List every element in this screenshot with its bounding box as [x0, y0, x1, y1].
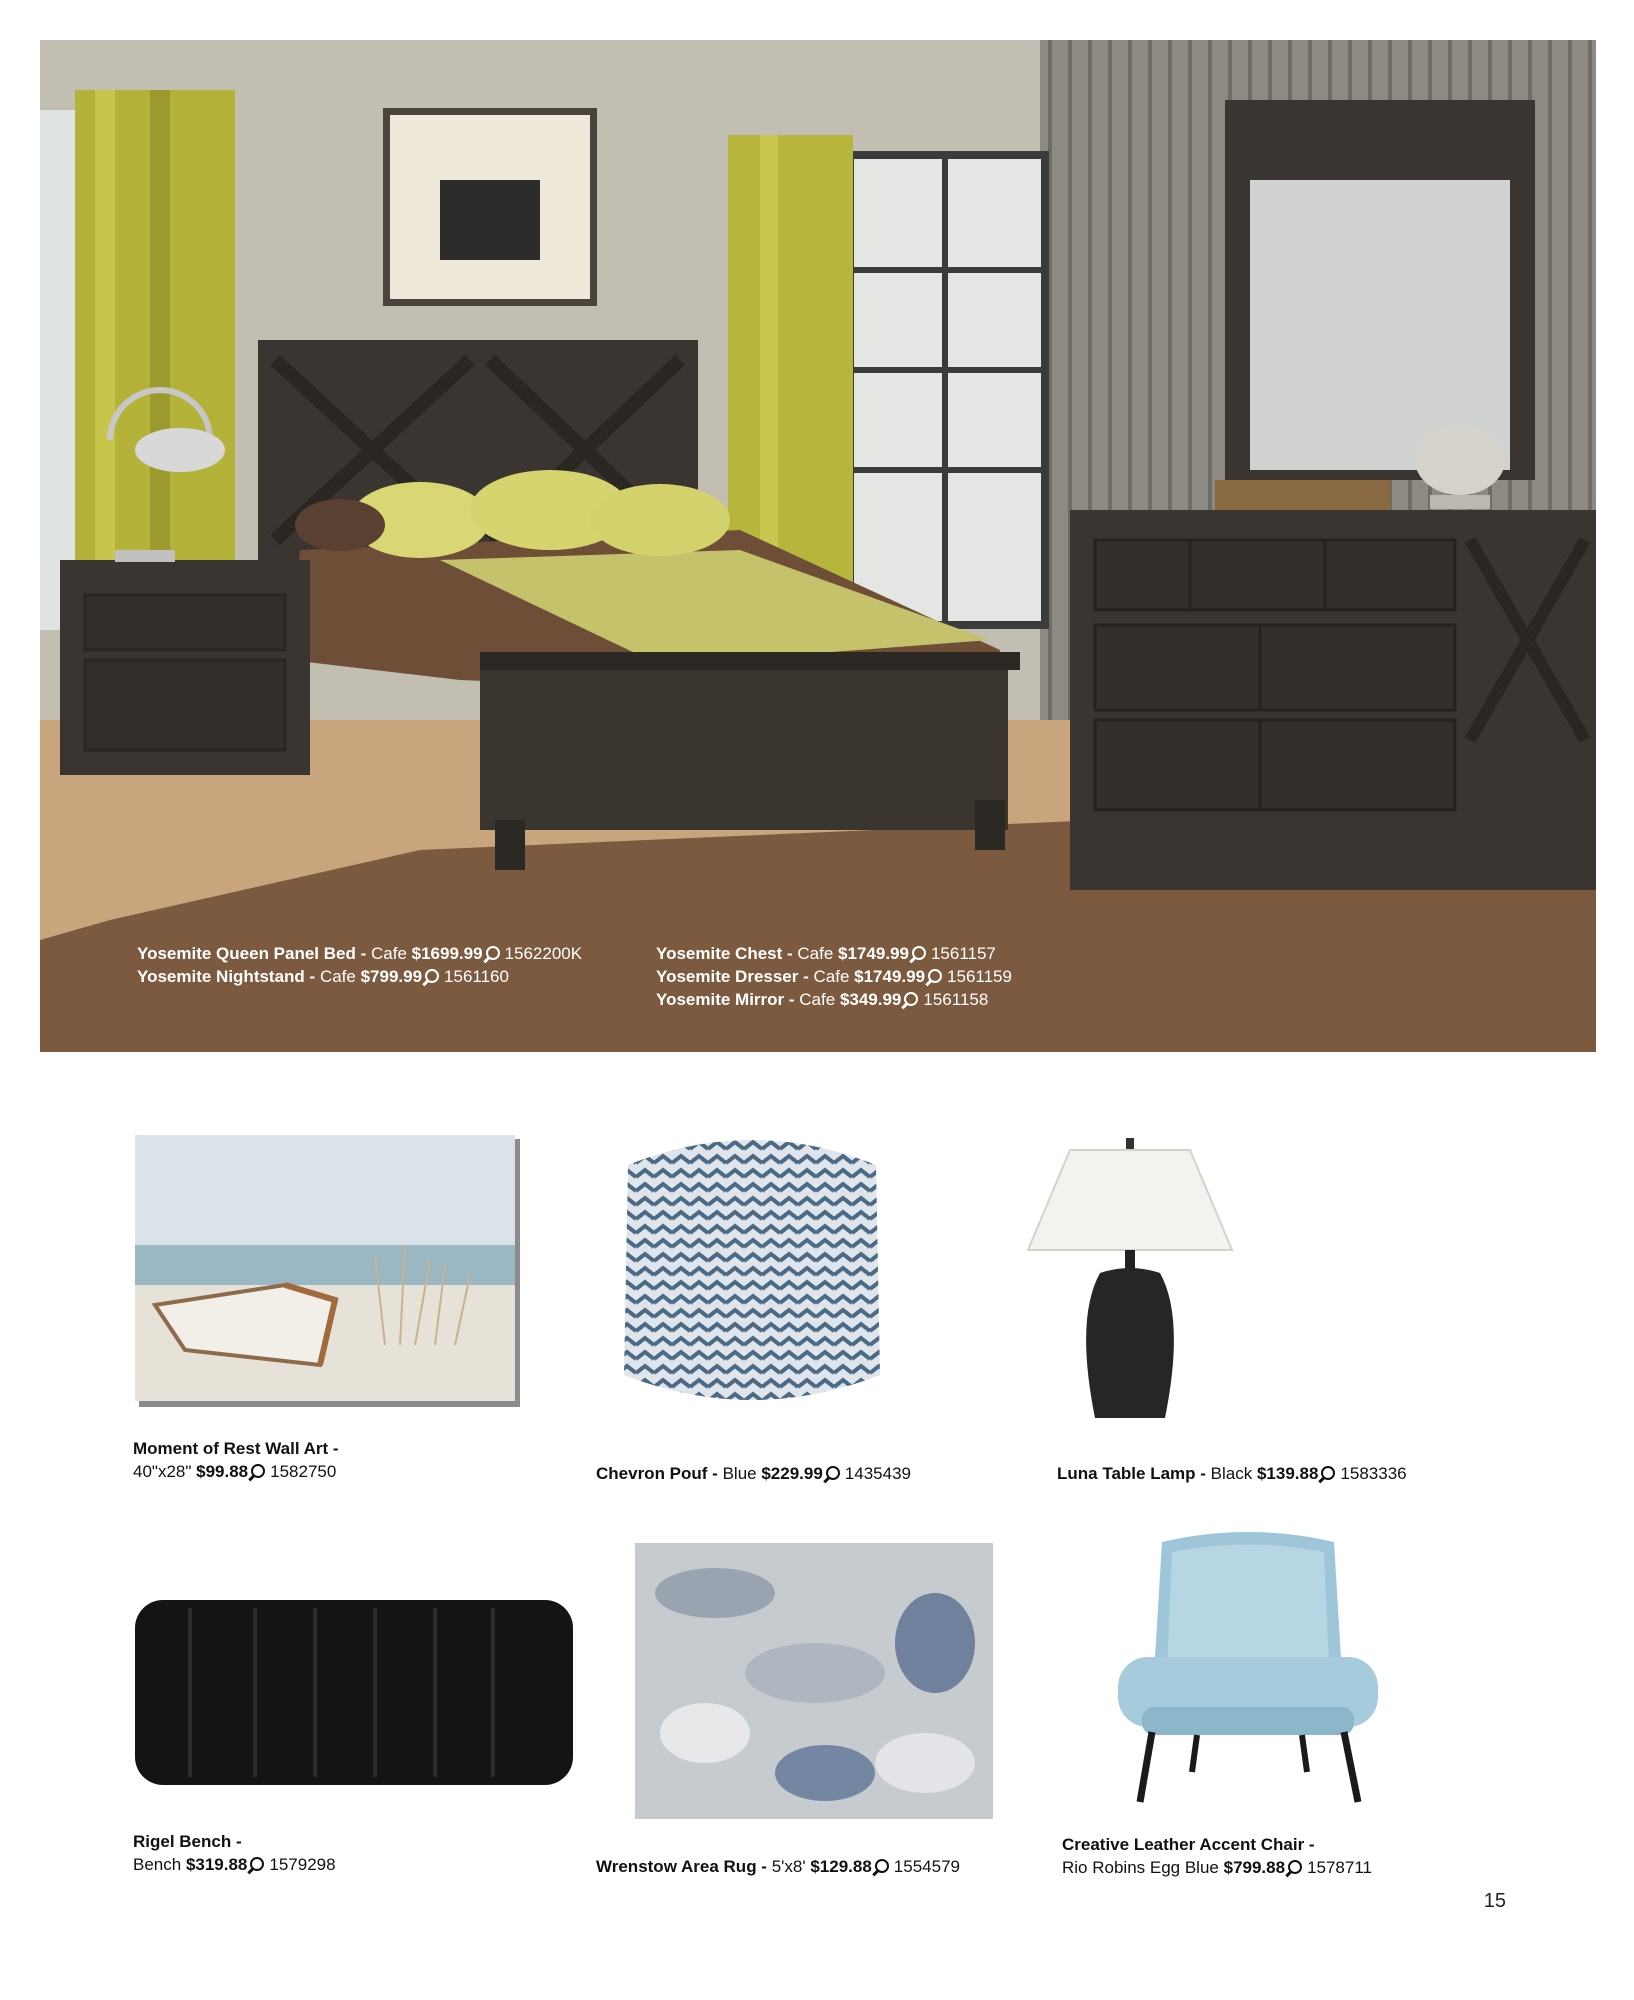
search-icon — [912, 946, 926, 960]
wall-art-label: Moment of Rest Wall Art - 40"x28" $99.88 1582750 — [133, 1439, 339, 1481]
search-icon — [1321, 1466, 1335, 1480]
caption-nightstand: Yosemite Nightstand - Cafe $799.99 1561160 — [137, 967, 509, 986]
caption-queen-bed: Yosemite Queen Panel Bed - Cafe $1699.99 1562200K — [137, 944, 583, 963]
search-icon — [1288, 1860, 1302, 1874]
lamp-image — [1025, 1138, 1235, 1430]
wall-art-image — [135, 1135, 520, 1407]
caption-dresser: Yosemite Dresser - Cafe $1749.99 1561159 — [656, 967, 1012, 986]
search-icon — [251, 1464, 265, 1478]
search-icon — [826, 1466, 840, 1480]
hero-captions — [40, 40, 1596, 1052]
bench-image — [135, 1600, 573, 1785]
caption-mirror: Yosemite Mirror - Cafe $349.99 1561158 — [656, 990, 989, 1009]
lamp-label: Luna Table Lamp - Black $139.88 1583336 — [1057, 1464, 1407, 1483]
search-icon — [875, 1859, 889, 1873]
pouf-image — [618, 1125, 886, 1412]
caption-chest: Yosemite Chest - Cafe $1749.99 1561157 — [656, 944, 996, 963]
chair-image — [1112, 1527, 1384, 1805]
search-icon — [250, 1857, 264, 1871]
rug-image — [635, 1543, 993, 1819]
bench-label: Rigel Bench - Bench $319.88 1579298 — [133, 1832, 336, 1874]
search-icon — [904, 992, 918, 1006]
rug-label: Wrenstow Area Rug - 5'x8' $129.88 1554579 — [596, 1857, 960, 1876]
hero-bedroom-photo — [40, 40, 1596, 1052]
search-icon — [425, 969, 439, 983]
chair-label: Creative Leather Accent Chair - Rio Robins Egg Blue $799.88 1578711 — [1062, 1835, 1372, 1877]
caption-group-left — [137, 942, 582, 988]
pouf-label: Chevron Pouf - Blue $229.99 1435439 — [596, 1464, 911, 1483]
search-icon — [928, 969, 942, 983]
search-icon — [486, 946, 500, 960]
caption-group-right — [656, 942, 1012, 1011]
page-number: 15 — [1483, 1890, 1506, 1912]
